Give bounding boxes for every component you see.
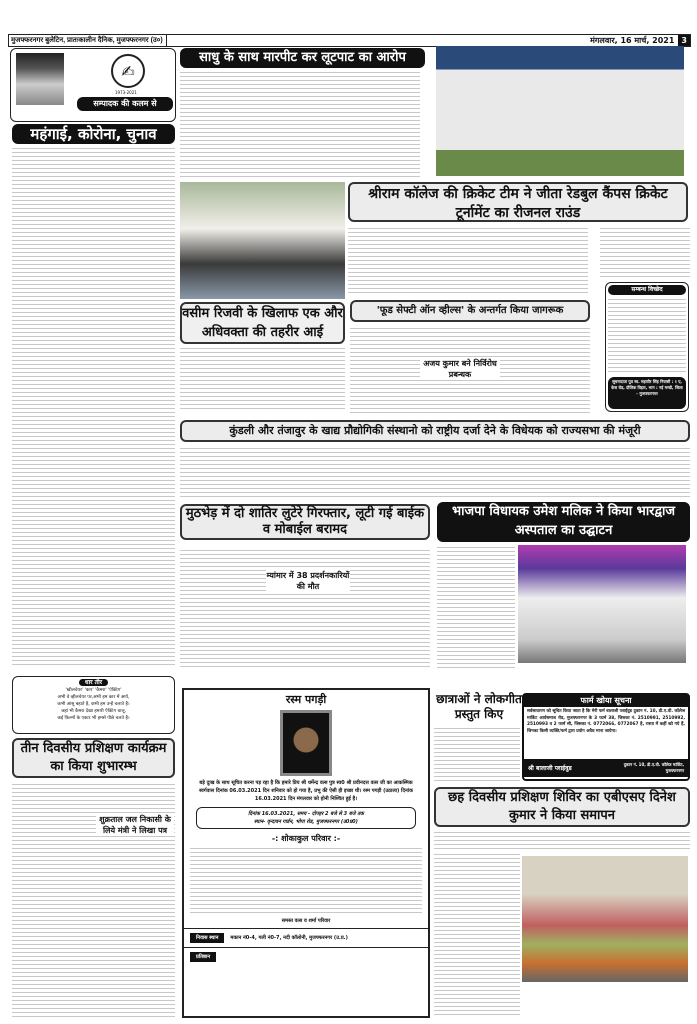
poem-box	[12, 676, 175, 734]
editor-photo	[16, 53, 64, 105]
form-lost-title: फार्म खोया सूचना	[524, 695, 688, 707]
rizvi-body	[180, 346, 345, 412]
poem-line: जहां भी कैमरा देखा हमारी ऐक्टिंग चालू,	[61, 709, 126, 714]
deceased-photo	[280, 710, 332, 776]
bsa-headline: छह दिवसीय प्रशिक्षण शिविर का एबीएसए दिनेश कुमार ने किया समापन	[434, 787, 690, 827]
bjp-body	[437, 545, 515, 670]
poem-line: अभी वे व्हीलचेयर पर,अभी हम कार में आये,	[57, 695, 130, 700]
cricket-body	[348, 226, 588, 296]
food-safety-subhead: अजय कुमार बने निर्विरोध प्रबन्धक	[420, 358, 500, 380]
poem-line: 'खीलचेयर' 'कार' 'कैमरा' 'ऐक्टिंग'	[65, 688, 122, 693]
editorial-label: सम्पादक की कलम से	[77, 97, 173, 111]
public-notice-title: सम्बन्ध विच्छेद	[608, 285, 686, 295]
editorial-body	[12, 146, 175, 666]
hospital-inauguration-photo	[518, 545, 686, 663]
poem-line: कभी आंसू बहाते है, कभी हम उन्हें चलाते है।	[57, 702, 130, 707]
rasm-message: बड़े दुःख के साथ सूचित करना पड़ रहा है कि हमारे प्रिय श्री धर्मेन्द्र वत्स पुत्र स्व0 श्री प्रवीनदत्त वत्स जी का आकस्मिक स्वर्गवास दिनांक 06.03.2021 दिन शनिवार को हो गया है, प्रभु की ऐसी ही इच्छा थी। रस्म पगड़ी (उठाला) दिनांक 16.03.2021 दिन मंगलवार को होनी निश्चित हुई है।	[199, 780, 413, 802]
lokgeet-headline: छात्राओं ने लोकगीत प्रस्तुत किए	[436, 692, 522, 721]
encounter-headline: मुठभेड़ में दो शातिर लुटेरे गिरफ्तार, लूटी गई बाईक व मोबाईल बरामद	[180, 504, 430, 540]
rasm-pagdi-ad	[182, 688, 430, 1018]
bsa-body	[434, 830, 690, 850]
bjp-headline: भाजपा विधायक उमेश मलिक ने किया भारद्वाज अस्पताल का उद्घाटन	[437, 502, 690, 542]
page-number: 3	[678, 35, 690, 46]
sadhu-headline: साधु के साथ मारपीट कर लूटपाट का आरोप	[180, 48, 425, 68]
residence-label: निवास स्थान	[190, 933, 224, 943]
cricket-headline: श्रीराम कॉलेज की क्रिकेट टीम ने जीता रेडबुल कैंपस क्रिकेट टूर्नामेंट का रीजनल राउंड	[348, 182, 688, 222]
training-headline: तीन दिवसीय प्रशिक्षण कार्यक्रम का किया शुभारम्भ	[12, 738, 175, 778]
family-footer: समस्त वत्स व शर्मा परिवार	[281, 918, 331, 924]
kundli-body	[180, 446, 690, 498]
editorial-box	[10, 48, 176, 122]
cricket-team-photo	[436, 46, 684, 176]
lokgeet-body	[434, 726, 520, 784]
rasm-venue: स्थान- वृन्दावन गार्डन, भोपा रोड, मुजफ्फरनगर (उ0प्र0)	[254, 819, 358, 825]
form-lost-notice	[522, 693, 690, 781]
logo-year: 1973-2021	[115, 90, 137, 95]
publication-name: मुजफ्फरनगर बुलेटिन, प्रातःकालीन दैनिक, मुजफ्फरनगर (उ०)	[9, 35, 167, 46]
rasm-title: रस्म पगड़ी	[285, 693, 327, 706]
issue-date: मंगलवार, 16 मार्च, 2021	[590, 36, 675, 45]
editorial-headline: महंगाई, कोरोना, चुनाव	[12, 124, 175, 144]
public-notice-footer: सूचनादाता पुत्र स्व. महावीर सिंह निवासी : १ ए, केस रोड, दौलिक विहार, भाग : नई मण्डी, जिला - मुजफ्फरनगर	[608, 377, 686, 409]
encounter-subhead: म्यांमार में 38 प्रदर्शनकारियों की मौत	[266, 571, 350, 591]
sadhu-body	[180, 70, 420, 178]
food-safety-headline: 'फूड सेफ्टी ऑन व्हील्स' के अन्तर्गत किया जागरूक	[350, 300, 590, 322]
form-lost-address: दुकान नं. 10, डी.ए.वी. कॉलेज मार्किट, मुजफ्फरनगर	[623, 762, 684, 773]
encounter-body	[180, 548, 430, 670]
pen-logo-icon: ✍	[111, 54, 145, 88]
form-lost-signature: श्री बालाजी प्लाईवुड	[528, 765, 572, 772]
rasm-schedule: दिनांक 16.03.2021, समय - दोपहर 2 बजे से 3 बजे तक	[248, 811, 364, 817]
form-lost-body: सर्वसाधारण को सूचित किया जाता है कि मेरी फर्म बालाजी प्लाईवुड दुकान नं. 10, डी.ए.वी. कॉलेज मार्किट आर्यसमाज रोड, मुजफ्फरनगर के 3 फार्म 38, जिसका नं. 2510991, 2510992, 2510993 व 2 फार्म सी, जिसका नं. 0772066, 0772067 है, रास्ता में कहीं खो गये हैं, जिनका किसी व्यक्ति/फर्म द्वारा प्रयोग अवैध माना जायेगा।	[527, 709, 685, 734]
poem-line: कई फ़िल्मों के एक्टर भी हमसे पीछे चलते है।	[57, 716, 130, 721]
bsa-body-left	[434, 852, 520, 1018]
institutions-label: प्रतिष्ठान	[190, 952, 216, 962]
residence-address: मकान नं0-4, गली नं0-7, नदी कॉलोनी, मुजफ्फरनगर (उ.प्र.)	[230, 935, 348, 941]
kundli-headline: कुंडली और तंजावुर के खाद्य प्रौद्योगिकी संस्थानो को राष्ट्रीय दर्जा देने के विधेयक को राज्यसभा की मंजूरी	[180, 420, 690, 442]
rizvi-headline: वसीम रिजवी के खिलाफ एक और अधिवक्ता की तहरीर आई	[180, 302, 345, 344]
cricket-side-body	[600, 226, 690, 280]
training-subhead: शुक्रताल जल निकासी के लिये मंत्री ने लिखा पत्र	[96, 814, 174, 836]
poem-title: धार तीर	[79, 679, 108, 686]
bsa-training-photo	[522, 856, 688, 982]
family-heading: -: शोकाकुल परिवार :-	[271, 834, 341, 843]
public-notice-box	[605, 282, 689, 412]
rizvi-photo	[180, 182, 345, 299]
